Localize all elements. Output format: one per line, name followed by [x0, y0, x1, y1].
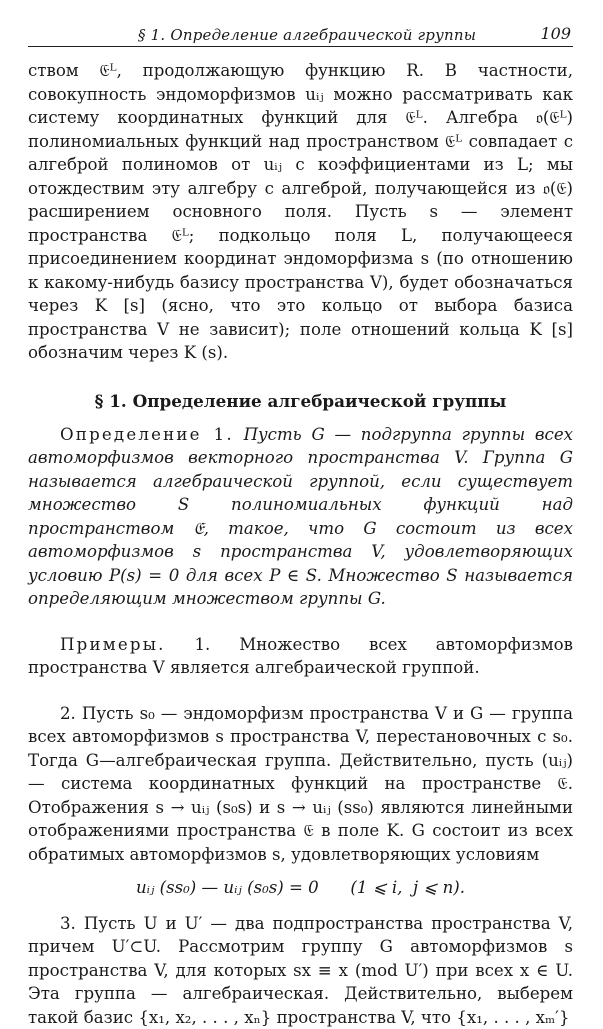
example-3-paragraph: 3. Пусть U и U′ — два подпространства пространства V, причем U′⊂U. Рассмотрим группу G автоморфизмов s пространства V, для которых sx ≡ x (mod U′) при всех x ∈ U. Эта группа — алгебраическая. Действительно, выберем такой базис {x₁, x₂, . . . , xₙ} пространства V, что {x₁, . . . , xₘ′} — [28, 912, 573, 1029]
page-number: 109 — [540, 24, 571, 43]
example-2-paragraph: 2. Пусть s₀ — эндоморфизм пространства V и G — группа всех автоморфизмов s пространства V, перестановочных с s₀. Тогда G—алгебраическая группа. Действительно, пусть (uᵢⱼ) — система координатных функций на пространстве 𝔈. Отображения s → uᵢⱼ (s₀s) и s → uᵢⱼ (ss₀) являются линейными отображениями пространства 𝔈 в поле K. G состоит из всех обратимых автоморфизмов s, удовлетворяющих условиям — [28, 702, 573, 867]
running-title: § 1. Определение алгебраической группы — [138, 26, 476, 44]
definition-label: Определение 1. — [60, 425, 234, 444]
examples-paragraph — [28, 633, 573, 680]
example-1-text: 1. Множество всех автоморфизмов пространства V является алгебраической группой. — [28, 635, 573, 678]
book-page — [28, 22, 573, 1029]
display-formula: uᵢⱼ (ss₀) — uᵢⱼ (s₀s) = 0 (1 ⩽ i, j ⩽ n). — [28, 876, 573, 900]
examples-label: Примеры. — [60, 635, 166, 654]
definition-paragraph — [28, 423, 573, 611]
definition-text: Пусть G — подгруппа группы всех автоморфизмов векторного пространства V. Группа G называется алгебраической группой, если существует множество S полиномиальных функций над пространством 𝔈, такое, что G состоит из всех автоморфизмов s пространства V, удовлетворяющих условию P(s) = 0 для всех P ∈ S. Множество S называется определяющим множеством группы G. — [28, 425, 573, 609]
running-header — [28, 22, 573, 47]
section-heading: § 1. Определение алгебраической группы — [28, 391, 573, 411]
intro-paragraph: ством 𝔈ᴸ, продолжающую функцию R. В частности, совокупность эндоморфизмов uᵢⱼ можно рассматривать как систему координатных функций для 𝔈ᴸ. Алгебра 𝔬(𝔈ᴸ) полиномиальных функций над пространством 𝔈ᴸ совпадает с алгеброй полиномов от uᵢⱼ с коэффициентами из L; мы отождествим эту алгебру с алгеброй, получающейся из 𝔬(𝔈) расширением основного поля. Пусть s — элемент пространства 𝔈ᴸ; подкольцо поля L, получающееся присоединением координат эндоморфизма s (по отношению к какому-нибудь базису пространства V), будет обозначаться через K [s] (ясно, что это кольцо от выбора базиса пространства V не зависит); поле отношений кольца K [s] обозначим через K (s). — [28, 59, 573, 365]
